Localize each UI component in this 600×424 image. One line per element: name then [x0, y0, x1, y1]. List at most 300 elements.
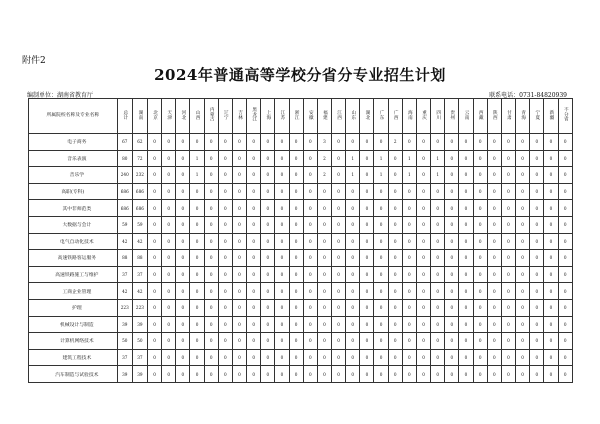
value-cell: 0: [544, 366, 558, 383]
header-column: [558, 99, 572, 134]
value-cell: 0: [487, 200, 501, 217]
value-cell: 0: [360, 150, 374, 167]
value-cell: 0: [204, 283, 218, 300]
value-cell: 0: [473, 333, 487, 350]
value-cell: 0: [501, 200, 515, 217]
value-cell: 0: [218, 183, 232, 200]
value-cell: 0: [147, 333, 161, 350]
major-name-cell: 机械设计与制造: [29, 316, 118, 333]
value-cell: 0: [501, 134, 515, 151]
value-cell: 0: [232, 366, 246, 383]
value-cell: 0: [317, 333, 331, 350]
value-cell: 0: [360, 183, 374, 200]
value-cell: 0: [473, 266, 487, 283]
value-cell: 0: [317, 266, 331, 283]
value-cell: 0: [303, 167, 317, 184]
value-cell: 0: [346, 349, 360, 366]
value-cell: 0: [247, 366, 261, 383]
value-cell: 0: [445, 150, 459, 167]
value-cell: 1: [431, 150, 445, 167]
value-cell: 240: [117, 167, 132, 184]
value-cell: 0: [232, 167, 246, 184]
table-row: [29, 134, 573, 151]
value-cell: 0: [360, 333, 374, 350]
value-cell: 0: [218, 349, 232, 366]
header-label: 新疆: [548, 109, 554, 120]
major-name-cell: 电气自动化技术: [29, 233, 118, 250]
value-cell: 0: [232, 333, 246, 350]
value-cell: 0: [317, 250, 331, 267]
value-cell: 0: [544, 167, 558, 184]
value-cell: 0: [445, 200, 459, 217]
value-cell: 0: [388, 233, 402, 250]
value-cell: 0: [487, 216, 501, 233]
value-cell: 0: [346, 200, 360, 217]
value-cell: 0: [204, 333, 218, 350]
value-cell: 0: [487, 349, 501, 366]
table-row: [29, 233, 573, 250]
value-cell: 1: [402, 167, 416, 184]
value-cell: 67: [117, 134, 132, 151]
value-cell: 0: [289, 299, 303, 316]
value-cell: 0: [516, 150, 530, 167]
value-cell: 0: [218, 266, 232, 283]
value-cell: 0: [190, 134, 204, 151]
value-cell: 0: [317, 299, 331, 316]
value-cell: 42: [132, 233, 147, 250]
compiler-unit: 编制单位：湖南省教育厅: [27, 92, 94, 99]
value-cell: 0: [459, 216, 473, 233]
value-cell: 0: [218, 167, 232, 184]
value-cell: 0: [516, 266, 530, 283]
value-cell: 0: [289, 250, 303, 267]
major-name-cell: 大数据与会计: [29, 216, 118, 233]
value-cell: 0: [190, 216, 204, 233]
value-cell: 0: [176, 233, 190, 250]
value-cell: 0: [147, 283, 161, 300]
value-cell: 0: [275, 167, 289, 184]
value-cell: 0: [190, 366, 204, 383]
value-cell: 0: [374, 183, 388, 200]
value-cell: 1: [346, 150, 360, 167]
value-cell: 0: [204, 250, 218, 267]
value-cell: 0: [558, 366, 572, 383]
value-cell: 0: [247, 250, 261, 267]
value-cell: 0: [317, 316, 331, 333]
value-cell: 0: [473, 200, 487, 217]
value-cell: 0: [459, 200, 473, 217]
value-cell: 0: [346, 233, 360, 250]
value-cell: 0: [261, 299, 275, 316]
value-cell: 0: [317, 183, 331, 200]
value-cell: 0: [558, 183, 572, 200]
header-label: 海南: [407, 109, 413, 120]
value-cell: 686: [117, 200, 132, 217]
value-cell: 0: [232, 216, 246, 233]
value-cell: 0: [332, 183, 346, 200]
value-cell: 0: [402, 333, 416, 350]
value-cell: 1: [190, 167, 204, 184]
value-cell: 0: [303, 299, 317, 316]
value-cell: 0: [416, 266, 430, 283]
value-cell: 0: [501, 216, 515, 233]
major-name-cell: 汽车制造与试验技术: [29, 366, 118, 383]
value-cell: 0: [261, 167, 275, 184]
value-cell: 0: [190, 266, 204, 283]
major-name-cell: 电子商务: [29, 134, 118, 151]
table-row: [29, 366, 573, 383]
value-cell: 0: [473, 183, 487, 200]
value-cell: 0: [204, 150, 218, 167]
value-cell: 0: [374, 316, 388, 333]
value-cell: 0: [332, 167, 346, 184]
value-cell: 1: [374, 150, 388, 167]
value-cell: 223: [117, 299, 132, 316]
value-cell: 0: [487, 150, 501, 167]
value-cell: 0: [544, 200, 558, 217]
value-cell: 0: [360, 283, 374, 300]
value-cell: 0: [303, 349, 317, 366]
value-cell: 0: [431, 250, 445, 267]
value-cell: 0: [190, 250, 204, 267]
value-cell: 0: [459, 250, 473, 267]
value-cell: 0: [247, 134, 261, 151]
table-row: [29, 333, 573, 350]
value-cell: 0: [416, 200, 430, 217]
value-cell: 0: [459, 183, 473, 200]
value-cell: 0: [473, 134, 487, 151]
value-cell: 0: [374, 216, 388, 233]
value-cell: 0: [558, 349, 572, 366]
value-cell: 0: [501, 366, 515, 383]
header-column: [332, 99, 346, 134]
value-cell: 0: [332, 200, 346, 217]
value-cell: 0: [289, 316, 303, 333]
value-cell: 0: [162, 233, 176, 250]
value-cell: 0: [332, 216, 346, 233]
value-cell: 0: [487, 266, 501, 283]
header-label: 安徽: [308, 109, 314, 120]
value-cell: 0: [360, 216, 374, 233]
value-cell: 0: [374, 233, 388, 250]
value-cell: 0: [346, 134, 360, 151]
header-label: 广西: [393, 109, 399, 120]
value-cell: 0: [473, 316, 487, 333]
value-cell: 0: [232, 150, 246, 167]
table-row: [29, 167, 573, 184]
header-column: [176, 99, 190, 134]
value-cell: 0: [374, 266, 388, 283]
value-cell: 0: [289, 216, 303, 233]
value-cell: 0: [445, 366, 459, 383]
value-cell: 0: [431, 233, 445, 250]
value-cell: 0: [431, 183, 445, 200]
value-cell: 0: [558, 316, 572, 333]
value-cell: 0: [176, 316, 190, 333]
value-cell: 0: [445, 316, 459, 333]
header-label: 陕西: [492, 109, 498, 120]
value-cell: 0: [275, 333, 289, 350]
value-cell: 0: [530, 150, 544, 167]
value-cell: 0: [530, 233, 544, 250]
value-cell: 0: [459, 316, 473, 333]
value-cell: 0: [303, 250, 317, 267]
header-label: 浙江: [294, 109, 300, 120]
value-cell: 0: [487, 366, 501, 383]
value-cell: 0: [261, 200, 275, 217]
annex-label: 附件2: [22, 56, 46, 66]
value-cell: 0: [204, 216, 218, 233]
value-cell: 88: [117, 250, 132, 267]
value-cell: 0: [516, 216, 530, 233]
value-cell: 0: [162, 216, 176, 233]
value-cell: 0: [190, 183, 204, 200]
value-cell: 0: [147, 366, 161, 383]
value-cell: 0: [558, 150, 572, 167]
value-cell: 0: [275, 250, 289, 267]
value-cell: 0: [516, 200, 530, 217]
value-cell: 0: [473, 250, 487, 267]
value-cell: 0: [176, 349, 190, 366]
value-cell: 0: [402, 266, 416, 283]
value-cell: 0: [289, 200, 303, 217]
value-cell: 0: [218, 366, 232, 383]
value-cell: 0: [459, 167, 473, 184]
value-cell: 0: [303, 150, 317, 167]
value-cell: 0: [261, 333, 275, 350]
value-cell: 0: [473, 299, 487, 316]
value-cell: 0: [402, 283, 416, 300]
value-cell: 0: [388, 183, 402, 200]
value-cell: 0: [162, 366, 176, 383]
value-cell: 0: [459, 233, 473, 250]
value-cell: 0: [544, 316, 558, 333]
header-label: 青海: [520, 109, 526, 120]
value-cell: 0: [218, 283, 232, 300]
value-cell: 0: [204, 316, 218, 333]
value-cell: 0: [445, 134, 459, 151]
value-cell: 0: [204, 366, 218, 383]
value-cell: 0: [303, 200, 317, 217]
header-label: 不分省: [563, 107, 569, 122]
value-cell: 0: [530, 183, 544, 200]
value-cell: 0: [289, 366, 303, 383]
value-cell: 0: [275, 349, 289, 366]
value-cell: 0: [218, 150, 232, 167]
value-cell: 0: [162, 134, 176, 151]
value-cell: 0: [402, 216, 416, 233]
header-label: 上海: [265, 109, 271, 120]
header-column: [275, 99, 289, 134]
value-cell: 0: [332, 233, 346, 250]
header-label: 福建: [322, 109, 328, 120]
value-cell: 59: [117, 216, 132, 233]
header-label: 贵州: [449, 109, 455, 120]
value-cell: 0: [147, 250, 161, 267]
header-column: [232, 99, 246, 134]
value-cell: 0: [544, 150, 558, 167]
value-cell: 0: [360, 250, 374, 267]
value-cell: 0: [303, 134, 317, 151]
value-cell: 0: [346, 250, 360, 267]
value-cell: 0: [516, 134, 530, 151]
value-cell: 0: [289, 150, 303, 167]
value-cell: 0: [388, 150, 402, 167]
value-cell: 0: [416, 183, 430, 200]
value-cell: 0: [232, 250, 246, 267]
value-cell: 0: [516, 316, 530, 333]
value-cell: 42: [117, 283, 132, 300]
value-cell: 0: [388, 299, 402, 316]
value-cell: 0: [247, 283, 261, 300]
value-cell: 0: [346, 216, 360, 233]
value-cell: 0: [204, 266, 218, 283]
value-cell: 0: [445, 299, 459, 316]
value-cell: 0: [402, 200, 416, 217]
value-cell: 0: [501, 283, 515, 300]
value-cell: 0: [232, 183, 246, 200]
value-cell: 0: [232, 200, 246, 217]
value-cell: 0: [247, 299, 261, 316]
value-cell: 0: [473, 167, 487, 184]
header-label: 山西: [195, 109, 201, 120]
table-row: [29, 200, 573, 217]
value-cell: 0: [501, 266, 515, 283]
table-row: [29, 349, 573, 366]
value-cell: 0: [204, 134, 218, 151]
value-cell: 232: [132, 167, 147, 184]
value-cell: 3: [317, 134, 331, 151]
value-cell: 0: [317, 366, 331, 383]
value-cell: 0: [516, 183, 530, 200]
value-cell: 0: [289, 167, 303, 184]
contact-phone: 联系电话：0731-84820939: [489, 92, 567, 99]
value-cell: 0: [459, 266, 473, 283]
header-label: 吉林: [237, 109, 243, 120]
value-cell: 39: [117, 316, 132, 333]
value-cell: 0: [558, 216, 572, 233]
value-cell: 0: [416, 283, 430, 300]
value-cell: 0: [544, 250, 558, 267]
value-cell: 0: [501, 316, 515, 333]
value-cell: 0: [360, 134, 374, 151]
value-cell: 0: [303, 333, 317, 350]
value-cell: 0: [332, 333, 346, 350]
header-label: 湖南: [137, 109, 143, 120]
value-cell: 0: [303, 283, 317, 300]
value-cell: 0: [275, 266, 289, 283]
value-cell: 0: [388, 283, 402, 300]
table-row: [29, 283, 573, 300]
value-cell: 0: [530, 283, 544, 300]
value-cell: 0: [147, 316, 161, 333]
value-cell: 0: [275, 150, 289, 167]
value-cell: 0: [261, 250, 275, 267]
header-label: 湖北: [364, 109, 370, 120]
value-cell: 0: [147, 167, 161, 184]
value-cell: 0: [176, 266, 190, 283]
value-cell: 0: [416, 150, 430, 167]
document-title: 2024年普通高等学校分省分专业招生计划: [154, 66, 446, 84]
value-cell: 0: [317, 200, 331, 217]
header-label: 重庆: [421, 109, 427, 120]
value-cell: 0: [247, 183, 261, 200]
value-cell: 0: [544, 349, 558, 366]
value-cell: 0: [332, 366, 346, 383]
value-cell: 0: [530, 366, 544, 383]
value-cell: 0: [176, 167, 190, 184]
major-name-cell: 建筑工程技术: [29, 349, 118, 366]
value-cell: 37: [132, 266, 147, 283]
header-column: [117, 99, 132, 134]
value-cell: 0: [232, 283, 246, 300]
value-cell: 0: [176, 299, 190, 316]
value-cell: 0: [388, 349, 402, 366]
value-cell: 0: [247, 266, 261, 283]
value-cell: 0: [317, 349, 331, 366]
value-cell: 59: [132, 216, 147, 233]
value-cell: 0: [516, 250, 530, 267]
value-cell: 0: [261, 349, 275, 366]
major-name-cell: 音乐表演: [29, 150, 118, 167]
value-cell: 0: [431, 316, 445, 333]
value-cell: 0: [360, 200, 374, 217]
value-cell: 2: [317, 150, 331, 167]
value-cell: 686: [132, 183, 147, 200]
value-cell: 0: [332, 134, 346, 151]
value-cell: 88: [132, 250, 147, 267]
value-cell: 0: [303, 183, 317, 200]
value-cell: 0: [388, 250, 402, 267]
value-cell: 0: [218, 134, 232, 151]
value-cell: 0: [190, 299, 204, 316]
value-cell: 0: [530, 349, 544, 366]
value-cell: 0: [516, 233, 530, 250]
value-cell: 0: [530, 333, 544, 350]
value-cell: 39: [132, 316, 147, 333]
value-cell: 0: [332, 150, 346, 167]
value-cell: 686: [132, 200, 147, 217]
value-cell: 0: [431, 299, 445, 316]
value-cell: 0: [416, 233, 430, 250]
value-cell: 0: [147, 233, 161, 250]
value-cell: 0: [388, 316, 402, 333]
header-column: [516, 99, 530, 134]
header-column: [544, 99, 558, 134]
value-cell: 1: [190, 150, 204, 167]
value-cell: 0: [275, 200, 289, 217]
value-cell: 0: [346, 266, 360, 283]
value-cell: 80: [117, 150, 132, 167]
value-cell: 0: [147, 349, 161, 366]
value-cell: 0: [247, 216, 261, 233]
value-cell: 0: [544, 299, 558, 316]
header-column: [346, 99, 360, 134]
value-cell: 0: [204, 200, 218, 217]
value-cell: 0: [558, 200, 572, 217]
value-cell: 0: [232, 316, 246, 333]
value-cell: 0: [317, 216, 331, 233]
value-cell: 0: [162, 200, 176, 217]
value-cell: 0: [204, 167, 218, 184]
value-cell: 0: [445, 333, 459, 350]
value-cell: 0: [544, 233, 558, 250]
header-column: [487, 99, 501, 134]
value-cell: 0: [176, 283, 190, 300]
value-cell: 2: [388, 134, 402, 151]
value-cell: 0: [544, 183, 558, 200]
value-cell: 0: [247, 333, 261, 350]
